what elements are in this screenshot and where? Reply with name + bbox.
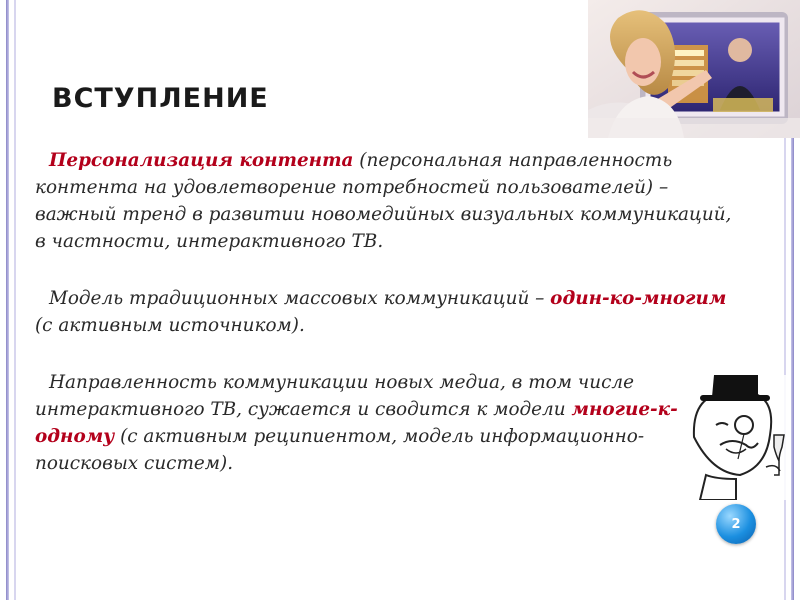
paragraph-new-media-model bbox=[35, 369, 735, 477]
paragraph-text: (с активным источником). bbox=[35, 315, 305, 336]
paragraph-personalization bbox=[35, 147, 735, 255]
term-one-to-many: один-ко-многим bbox=[550, 288, 727, 309]
slide-title: ВСТУПЛЕНИЕ bbox=[52, 83, 269, 114]
term-many-to-one: многие-к-одному bbox=[35, 399, 678, 447]
paragraph-text: (персональная направленность контента на удовлетворение потребностей пользователей) – важный тренд в развитии новомедийных визуальных коммуникаций, в частности, интерактивного ТВ. bbox=[35, 150, 732, 252]
page-number-badge bbox=[716, 504, 756, 544]
paragraph-text: Модель традиционных массовых коммуникаций – bbox=[49, 288, 551, 309]
slide-frame-left-inner bbox=[14, 0, 16, 600]
paragraph-text: Направленность коммуникации новых медиа, в том числе интерактивного ТВ, сужается и сводится к модели bbox=[35, 372, 634, 420]
paragraph-traditional-model bbox=[35, 285, 735, 339]
hero-image-interactive-tv bbox=[588, 0, 800, 138]
slide-frame-left bbox=[6, 0, 9, 600]
gentleman-meme-image bbox=[686, 375, 790, 500]
term-content-personalization: Персонализация контента bbox=[49, 150, 354, 171]
page-number: 2 bbox=[731, 516, 741, 532]
paragraph-text: (с активным реципиентом, модель информационно-поисковых систем). bbox=[35, 426, 645, 474]
slide-body bbox=[35, 147, 735, 507]
